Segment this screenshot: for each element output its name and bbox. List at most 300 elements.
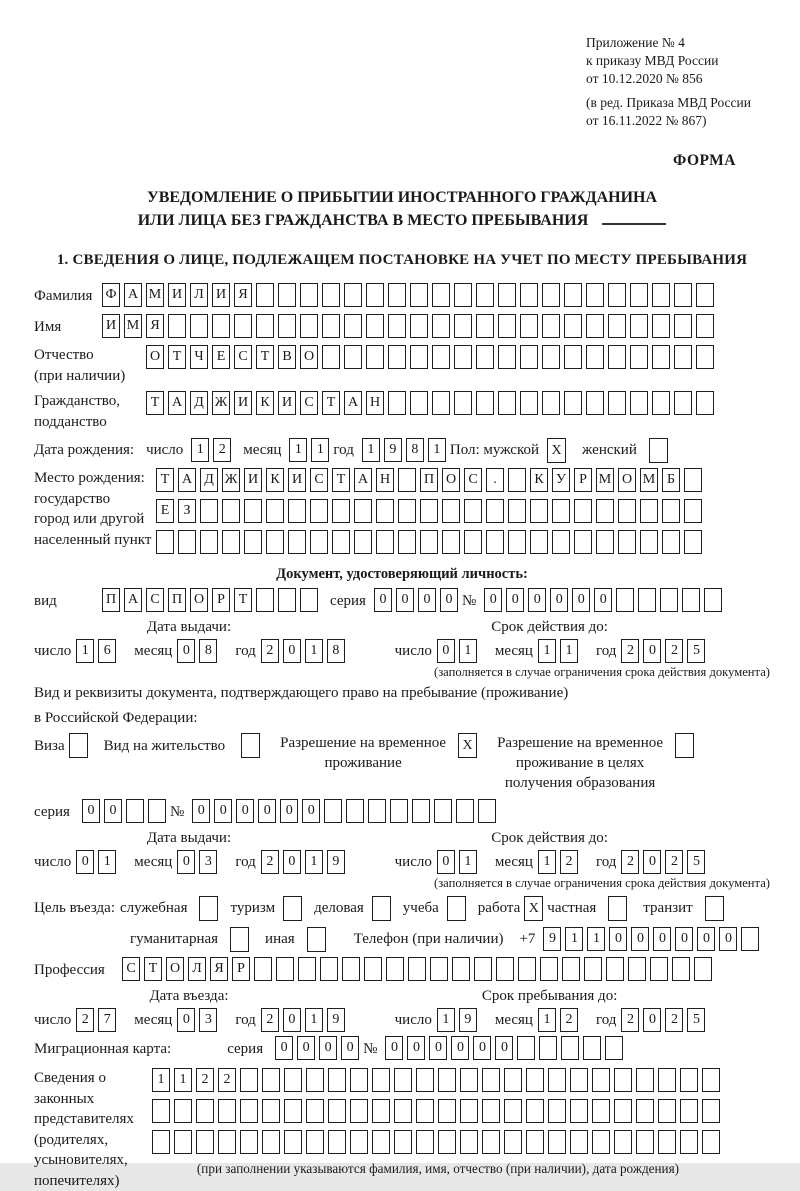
char-cell[interactable]: О	[166, 957, 184, 981]
char-cell[interactable]: А	[344, 391, 362, 415]
char-cell[interactable]	[586, 345, 604, 369]
char-cell[interactable]: П	[168, 588, 186, 612]
char-cell[interactable]: Я	[146, 314, 164, 338]
char-cell[interactable]	[310, 499, 328, 523]
char-cell[interactable]	[262, 1130, 280, 1154]
char-cell[interactable]	[630, 314, 648, 338]
char-cell[interactable]: Я	[210, 957, 228, 981]
char-cell[interactable]: 0	[407, 1036, 425, 1060]
char-cell[interactable]: А	[124, 588, 142, 612]
char-cell[interactable]	[552, 499, 570, 523]
char-cell[interactable]	[539, 1036, 557, 1060]
char-cell[interactable]: 0	[437, 850, 455, 874]
char-cell[interactable]: 5	[687, 1008, 705, 1032]
char-cell[interactable]	[408, 957, 426, 981]
char-cell[interactable]	[684, 468, 702, 492]
char-cell[interactable]: А	[124, 283, 142, 307]
char-cell[interactable]	[174, 1099, 192, 1123]
char-cell[interactable]	[324, 799, 342, 823]
char-cell[interactable]: К	[256, 391, 274, 415]
char-cell[interactable]: 1	[459, 639, 477, 663]
char-cell[interactable]: 2	[261, 639, 279, 663]
char-cell[interactable]: Т	[168, 345, 186, 369]
char-cell[interactable]	[542, 345, 560, 369]
char-cell[interactable]	[540, 957, 558, 981]
char-cell[interactable]: 0	[396, 588, 414, 612]
char-cell[interactable]: 0	[280, 799, 298, 823]
char-cell[interactable]	[388, 283, 406, 307]
char-cell[interactable]: И	[168, 283, 186, 307]
char-cell[interactable]	[218, 1099, 236, 1123]
char-cell[interactable]	[482, 1099, 500, 1123]
char-cell[interactable]	[394, 1130, 412, 1154]
char-cell[interactable]	[652, 314, 670, 338]
char-cell[interactable]: К	[530, 468, 548, 492]
char-cell[interactable]: О	[442, 468, 460, 492]
char-cell[interactable]	[420, 530, 438, 554]
char-cell[interactable]	[508, 530, 526, 554]
char-cell[interactable]	[346, 799, 364, 823]
char-cell[interactable]	[504, 1130, 522, 1154]
char-cell[interactable]: С	[310, 468, 328, 492]
char-cell[interactable]	[432, 283, 450, 307]
char-cell[interactable]	[344, 283, 362, 307]
char-cell[interactable]: 9	[327, 1008, 345, 1032]
char-cell[interactable]: 0	[297, 1036, 315, 1060]
char-cell[interactable]	[322, 314, 340, 338]
char-cell[interactable]	[256, 314, 274, 338]
char-cell[interactable]	[284, 1130, 302, 1154]
char-cell[interactable]	[420, 499, 438, 523]
char-cell[interactable]: 0	[429, 1036, 447, 1060]
char-cell[interactable]	[276, 957, 294, 981]
char-cell[interactable]	[564, 283, 582, 307]
char-cell[interactable]	[476, 314, 494, 338]
char-cell[interactable]: А	[168, 391, 186, 415]
char-cell[interactable]: 0	[675, 927, 693, 951]
char-cell[interactable]: 1	[428, 438, 446, 462]
char-cell[interactable]	[702, 1068, 720, 1092]
char-cell[interactable]	[586, 314, 604, 338]
char-cell[interactable]: Р	[574, 468, 592, 492]
char-cell[interactable]: 1	[587, 927, 605, 951]
char-cell[interactable]: Т	[332, 468, 350, 492]
char-cell[interactable]	[684, 499, 702, 523]
char-cell[interactable]	[464, 530, 482, 554]
char-cell[interactable]	[694, 957, 712, 981]
char-cell[interactable]	[344, 314, 362, 338]
char-cell[interactable]	[696, 283, 714, 307]
char-cell[interactable]: 1	[538, 1008, 556, 1032]
char-cell[interactable]	[244, 499, 262, 523]
char-cell[interactable]: 0	[283, 850, 301, 874]
char-cell[interactable]: 5	[687, 639, 705, 663]
char-cell[interactable]: 8	[199, 639, 217, 663]
char-cell[interactable]	[530, 530, 548, 554]
char-cell[interactable]: М	[596, 468, 614, 492]
char-cell[interactable]	[702, 1130, 720, 1154]
char-cell[interactable]	[366, 345, 384, 369]
char-cell[interactable]: Т	[156, 468, 174, 492]
char-cell[interactable]	[618, 530, 636, 554]
char-cell[interactable]	[658, 1099, 676, 1123]
char-cell[interactable]: 1	[560, 639, 578, 663]
char-cell[interactable]	[452, 957, 470, 981]
char-cell[interactable]: 1	[459, 850, 477, 874]
char-cell[interactable]	[460, 1130, 478, 1154]
char-cell[interactable]	[344, 345, 362, 369]
char-cell[interactable]	[438, 1130, 456, 1154]
char-cell[interactable]	[476, 283, 494, 307]
char-cell[interactable]	[596, 530, 614, 554]
char-cell[interactable]	[152, 1130, 170, 1154]
char-cell[interactable]: 2	[665, 850, 683, 874]
char-cell[interactable]	[574, 499, 592, 523]
char-cell[interactable]	[342, 957, 360, 981]
char-cell[interactable]: 9	[543, 927, 561, 951]
char-cell[interactable]	[508, 499, 526, 523]
char-cell[interactable]: 0	[177, 639, 195, 663]
char-cell[interactable]	[630, 391, 648, 415]
char-cell[interactable]: П	[102, 588, 120, 612]
char-cell[interactable]: 1	[362, 438, 380, 462]
char-cell[interactable]: 3	[199, 1008, 217, 1032]
char-cell[interactable]: 0	[609, 927, 627, 951]
checkbox-cell[interactable]: X	[547, 438, 566, 463]
char-cell[interactable]	[306, 1130, 324, 1154]
char-cell[interactable]: 6	[98, 639, 116, 663]
char-cell[interactable]	[240, 1099, 258, 1123]
char-cell[interactable]	[432, 314, 450, 338]
char-cell[interactable]: Р	[232, 957, 250, 981]
char-cell[interactable]	[674, 283, 692, 307]
char-cell[interactable]	[328, 1130, 346, 1154]
char-cell[interactable]: 0	[177, 850, 195, 874]
char-cell[interactable]: О	[618, 468, 636, 492]
char-cell[interactable]	[652, 391, 670, 415]
char-cell[interactable]	[148, 799, 166, 823]
char-cell[interactable]: 0	[214, 799, 232, 823]
char-cell[interactable]	[222, 530, 240, 554]
char-cell[interactable]: 0	[451, 1036, 469, 1060]
char-cell[interactable]	[388, 391, 406, 415]
char-cell[interactable]: 0	[283, 1008, 301, 1032]
char-cell[interactable]	[652, 283, 670, 307]
checkbox-cell[interactable]	[307, 927, 326, 952]
char-cell[interactable]: 1	[538, 639, 556, 663]
char-cell[interactable]	[564, 345, 582, 369]
char-cell[interactable]	[504, 1068, 522, 1092]
char-cell[interactable]: Т	[322, 391, 340, 415]
char-cell[interactable]	[530, 499, 548, 523]
char-cell[interactable]: И	[288, 468, 306, 492]
char-cell[interactable]	[398, 530, 416, 554]
char-cell[interactable]	[288, 499, 306, 523]
char-cell[interactable]: 2	[560, 850, 578, 874]
char-cell[interactable]: Н	[366, 391, 384, 415]
char-cell[interactable]	[614, 1068, 632, 1092]
char-cell[interactable]	[288, 530, 306, 554]
char-cell[interactable]	[548, 1099, 566, 1123]
char-cell[interactable]: 9	[327, 850, 345, 874]
char-cell[interactable]: К	[266, 468, 284, 492]
char-cell[interactable]: 0	[528, 588, 546, 612]
char-cell[interactable]	[482, 1130, 500, 1154]
char-cell[interactable]	[630, 283, 648, 307]
char-cell[interactable]: 0	[653, 927, 671, 951]
char-cell[interactable]	[366, 283, 384, 307]
checkbox-cell[interactable]	[675, 733, 694, 758]
char-cell[interactable]	[442, 530, 460, 554]
char-cell[interactable]	[438, 1068, 456, 1092]
char-cell[interactable]: И	[234, 391, 252, 415]
char-cell[interactable]	[394, 1099, 412, 1123]
char-cell[interactable]	[372, 1068, 390, 1092]
char-cell[interactable]	[434, 799, 452, 823]
char-cell[interactable]	[212, 314, 230, 338]
char-cell[interactable]	[456, 799, 474, 823]
char-cell[interactable]	[517, 1036, 535, 1060]
checkbox-cell[interactable]	[230, 927, 249, 952]
char-cell[interactable]: А	[178, 468, 196, 492]
char-cell[interactable]	[464, 499, 482, 523]
char-cell[interactable]	[438, 1099, 456, 1123]
char-cell[interactable]	[200, 499, 218, 523]
char-cell[interactable]	[388, 345, 406, 369]
char-cell[interactable]	[570, 1099, 588, 1123]
char-cell[interactable]	[518, 957, 536, 981]
char-cell[interactable]	[498, 391, 516, 415]
char-cell[interactable]: 0	[572, 588, 590, 612]
char-cell[interactable]: .	[486, 468, 504, 492]
char-cell[interactable]	[254, 957, 272, 981]
char-cell[interactable]: 1	[152, 1068, 170, 1092]
char-cell[interactable]: 1	[98, 850, 116, 874]
char-cell[interactable]: Д	[200, 468, 218, 492]
char-cell[interactable]: 1	[311, 438, 329, 462]
char-cell[interactable]: О	[300, 345, 318, 369]
char-cell[interactable]	[526, 1099, 544, 1123]
char-cell[interactable]	[256, 283, 274, 307]
char-cell[interactable]: Ж	[212, 391, 230, 415]
char-cell[interactable]	[662, 499, 680, 523]
char-cell[interactable]	[608, 391, 626, 415]
char-cell[interactable]	[704, 588, 722, 612]
char-cell[interactable]: С	[122, 957, 140, 981]
char-cell[interactable]: Р	[212, 588, 230, 612]
char-cell[interactable]	[460, 1099, 478, 1123]
char-cell[interactable]	[234, 314, 252, 338]
char-cell[interactable]	[498, 314, 516, 338]
char-cell[interactable]	[682, 588, 700, 612]
char-cell[interactable]	[548, 1068, 566, 1092]
char-cell[interactable]	[306, 1099, 324, 1123]
char-cell[interactable]: А	[354, 468, 372, 492]
char-cell[interactable]: С	[300, 391, 318, 415]
char-cell[interactable]	[126, 799, 144, 823]
char-cell[interactable]	[328, 1099, 346, 1123]
checkbox-cell[interactable]	[283, 896, 302, 921]
char-cell[interactable]	[498, 345, 516, 369]
char-cell[interactable]: 2	[560, 1008, 578, 1032]
char-cell[interactable]	[454, 314, 472, 338]
char-cell[interactable]	[640, 499, 658, 523]
char-cell[interactable]: П	[420, 468, 438, 492]
char-cell[interactable]	[200, 530, 218, 554]
char-cell[interactable]	[520, 391, 538, 415]
char-cell[interactable]	[520, 314, 538, 338]
char-cell[interactable]	[364, 957, 382, 981]
char-cell[interactable]	[592, 1130, 610, 1154]
char-cell[interactable]	[430, 957, 448, 981]
char-cell[interactable]	[174, 1130, 192, 1154]
char-cell[interactable]: Д	[190, 391, 208, 415]
char-cell[interactable]: Ж	[222, 468, 240, 492]
char-cell[interactable]: 1	[76, 639, 94, 663]
char-cell[interactable]	[190, 314, 208, 338]
char-cell[interactable]: 2	[621, 850, 639, 874]
char-cell[interactable]	[548, 1130, 566, 1154]
char-cell[interactable]: 0	[643, 1008, 661, 1032]
char-cell[interactable]	[504, 1099, 522, 1123]
char-cell[interactable]	[240, 1068, 258, 1092]
char-cell[interactable]	[332, 530, 350, 554]
char-cell[interactable]: И	[278, 391, 296, 415]
char-cell[interactable]: 8	[327, 639, 345, 663]
char-cell[interactable]	[496, 957, 514, 981]
char-cell[interactable]: И	[212, 283, 230, 307]
char-cell[interactable]	[196, 1099, 214, 1123]
char-cell[interactable]	[368, 799, 386, 823]
char-cell[interactable]	[486, 530, 504, 554]
char-cell[interactable]	[376, 499, 394, 523]
char-cell[interactable]	[586, 391, 604, 415]
char-cell[interactable]: Л	[190, 283, 208, 307]
char-cell[interactable]	[564, 391, 582, 415]
char-cell[interactable]	[614, 1130, 632, 1154]
char-cell[interactable]	[350, 1099, 368, 1123]
char-cell[interactable]	[696, 345, 714, 369]
char-cell[interactable]	[284, 1068, 302, 1092]
char-cell[interactable]: 0	[177, 1008, 195, 1032]
char-cell[interactable]	[372, 1099, 390, 1123]
char-cell[interactable]	[636, 1099, 654, 1123]
char-cell[interactable]	[394, 1068, 412, 1092]
checkbox-cell[interactable]	[705, 896, 724, 921]
char-cell[interactable]: 0	[341, 1036, 359, 1060]
char-cell[interactable]: 0	[643, 850, 661, 874]
char-cell[interactable]	[542, 314, 560, 338]
char-cell[interactable]: Е	[212, 345, 230, 369]
checkbox-cell[interactable]	[241, 733, 260, 758]
char-cell[interactable]: 1	[565, 927, 583, 951]
char-cell[interactable]	[398, 499, 416, 523]
char-cell[interactable]: О	[190, 588, 208, 612]
char-cell[interactable]: 0	[82, 799, 100, 823]
char-cell[interactable]: 1	[289, 438, 307, 462]
char-cell[interactable]: 2	[261, 1008, 279, 1032]
char-cell[interactable]	[454, 391, 472, 415]
char-cell[interactable]	[320, 957, 338, 981]
char-cell[interactable]	[240, 1130, 258, 1154]
char-cell[interactable]	[416, 1130, 434, 1154]
char-cell[interactable]	[410, 314, 428, 338]
char-cell[interactable]	[564, 314, 582, 338]
char-cell[interactable]	[460, 1068, 478, 1092]
char-cell[interactable]	[696, 391, 714, 415]
char-cell[interactable]	[390, 799, 408, 823]
checkbox-cell[interactable]: X	[458, 733, 477, 758]
char-cell[interactable]: 0	[302, 799, 320, 823]
char-cell[interactable]	[542, 391, 560, 415]
char-cell[interactable]	[636, 1130, 654, 1154]
char-cell[interactable]: 3	[199, 850, 217, 874]
char-cell[interactable]	[454, 345, 472, 369]
checkbox-cell[interactable]	[447, 896, 466, 921]
char-cell[interactable]	[284, 1099, 302, 1123]
char-cell[interactable]	[574, 530, 592, 554]
char-cell[interactable]	[278, 314, 296, 338]
char-cell[interactable]: 0	[283, 639, 301, 663]
char-cell[interactable]	[660, 588, 678, 612]
char-cell[interactable]: О	[146, 345, 164, 369]
char-cell[interactable]: 0	[440, 588, 458, 612]
char-cell[interactable]: 1	[305, 850, 323, 874]
char-cell[interactable]	[652, 345, 670, 369]
char-cell[interactable]	[674, 345, 692, 369]
char-cell[interactable]: 0	[719, 927, 737, 951]
char-cell[interactable]	[256, 588, 274, 612]
char-cell[interactable]	[570, 1068, 588, 1092]
char-cell[interactable]	[416, 1068, 434, 1092]
char-cell[interactable]	[354, 530, 372, 554]
char-cell[interactable]	[696, 314, 714, 338]
char-cell[interactable]	[658, 1068, 676, 1092]
char-cell[interactable]	[278, 588, 296, 612]
char-cell[interactable]: 9	[459, 1008, 477, 1032]
char-cell[interactable]	[412, 799, 430, 823]
char-cell[interactable]	[680, 1099, 698, 1123]
char-cell[interactable]	[586, 283, 604, 307]
char-cell[interactable]	[606, 957, 624, 981]
char-cell[interactable]	[680, 1068, 698, 1092]
char-cell[interactable]: 2	[218, 1068, 236, 1092]
char-cell[interactable]	[630, 345, 648, 369]
char-cell[interactable]: 0	[473, 1036, 491, 1060]
char-cell[interactable]	[605, 1036, 623, 1060]
char-cell[interactable]	[638, 588, 656, 612]
char-cell[interactable]	[658, 1130, 676, 1154]
char-cell[interactable]	[474, 957, 492, 981]
char-cell[interactable]	[640, 530, 658, 554]
char-cell[interactable]: 0	[506, 588, 524, 612]
char-cell[interactable]	[608, 345, 626, 369]
char-cell[interactable]: И	[102, 314, 120, 338]
char-cell[interactable]: 0	[385, 1036, 403, 1060]
checkbox-cell[interactable]	[608, 896, 627, 921]
char-cell[interactable]	[298, 957, 316, 981]
char-cell[interactable]: 9	[384, 438, 402, 462]
char-cell[interactable]	[244, 530, 262, 554]
char-cell[interactable]	[741, 927, 759, 951]
checkbox-cell[interactable]: X	[524, 896, 543, 921]
char-cell[interactable]	[410, 345, 428, 369]
char-cell[interactable]: Л	[188, 957, 206, 981]
char-cell[interactable]: З	[178, 499, 196, 523]
char-cell[interactable]	[662, 530, 680, 554]
char-cell[interactable]: 0	[374, 588, 392, 612]
char-cell[interactable]	[562, 957, 580, 981]
